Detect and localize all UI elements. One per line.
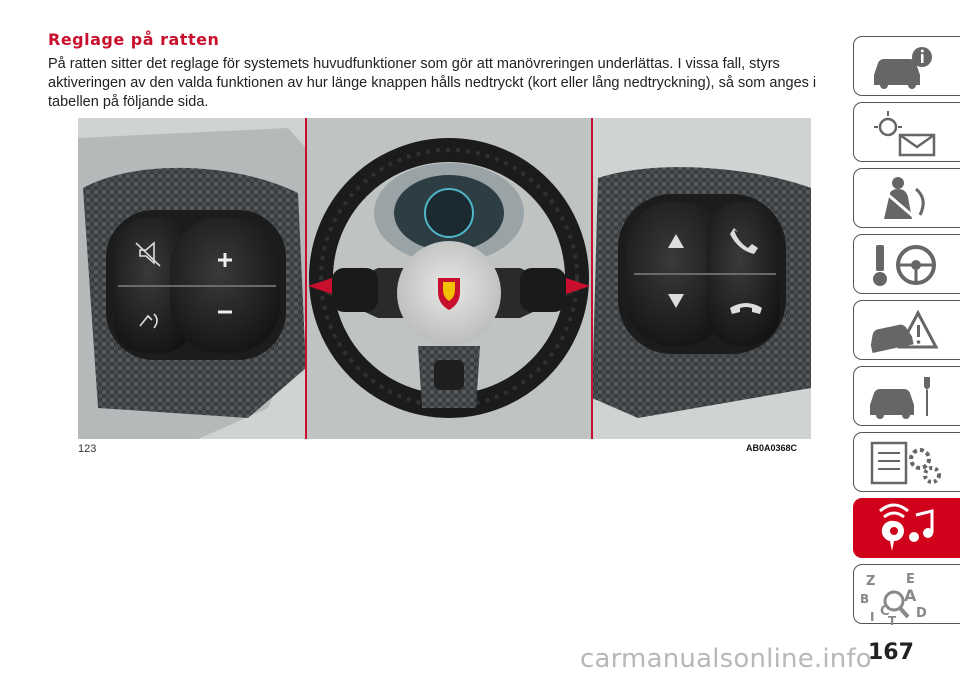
steering-wheel-figure: [78, 118, 811, 439]
page-number: 167: [868, 640, 914, 665]
tab-warning-lights[interactable]: [853, 102, 960, 162]
tab-start-driving[interactable]: [853, 234, 960, 294]
tab-index[interactable]: [853, 564, 960, 624]
left-controls-closeup: [78, 118, 306, 439]
steering-wheel-overview: [306, 118, 592, 439]
tab-maintenance[interactable]: [853, 366, 960, 426]
svg-text:A: A: [904, 586, 917, 605]
steering-key-icon: [860, 239, 955, 289]
seatbelt-airbag-icon: [860, 173, 955, 223]
svg-text:C: C: [880, 604, 890, 619]
warning-lights-icon: [860, 107, 955, 157]
multimedia-icon: [860, 503, 955, 553]
right-controls-closeup: [592, 118, 811, 439]
section-heading: Reglage på ratten: [48, 30, 220, 49]
right-divider: [591, 118, 593, 439]
tab-emergency[interactable]: [853, 300, 960, 360]
svg-text:D: D: [916, 606, 927, 621]
tab-multimedia[interactable]: [853, 498, 960, 558]
tab-safety[interactable]: [853, 168, 960, 228]
intro-paragraph: På ratten sitter det reglage för systemets huvudfunktioner som gör att manövreringen underlättas. I vissa fall, styrs aktiveringen av den valda funktionen av hur länge knappen hålls nedtryckt (kort eller lång nedtryckning), så som anges i tabellen på följande sida.: [48, 56, 817, 110]
figure-code: AB0A0368C: [746, 443, 798, 453]
watermark: carmanualsonline.info: [580, 644, 872, 674]
svg-text:T: T: [888, 614, 897, 625]
index-alphabet-icon: [860, 569, 955, 625]
figure-number: 123: [78, 443, 97, 455]
tab-car-info[interactable]: [853, 36, 960, 96]
spec-gears-icon: [860, 437, 955, 487]
left-divider: [305, 118, 307, 439]
car-crash-warning-icon: [860, 305, 955, 355]
svg-text:E: E: [906, 572, 915, 587]
car-service-icon: [860, 371, 955, 421]
svg-text:B: B: [860, 592, 870, 606]
svg-text:Z: Z: [866, 574, 876, 589]
car-info-icon: [860, 41, 955, 91]
tab-technical-data[interactable]: [853, 432, 960, 492]
svg-text:I: I: [870, 610, 875, 624]
